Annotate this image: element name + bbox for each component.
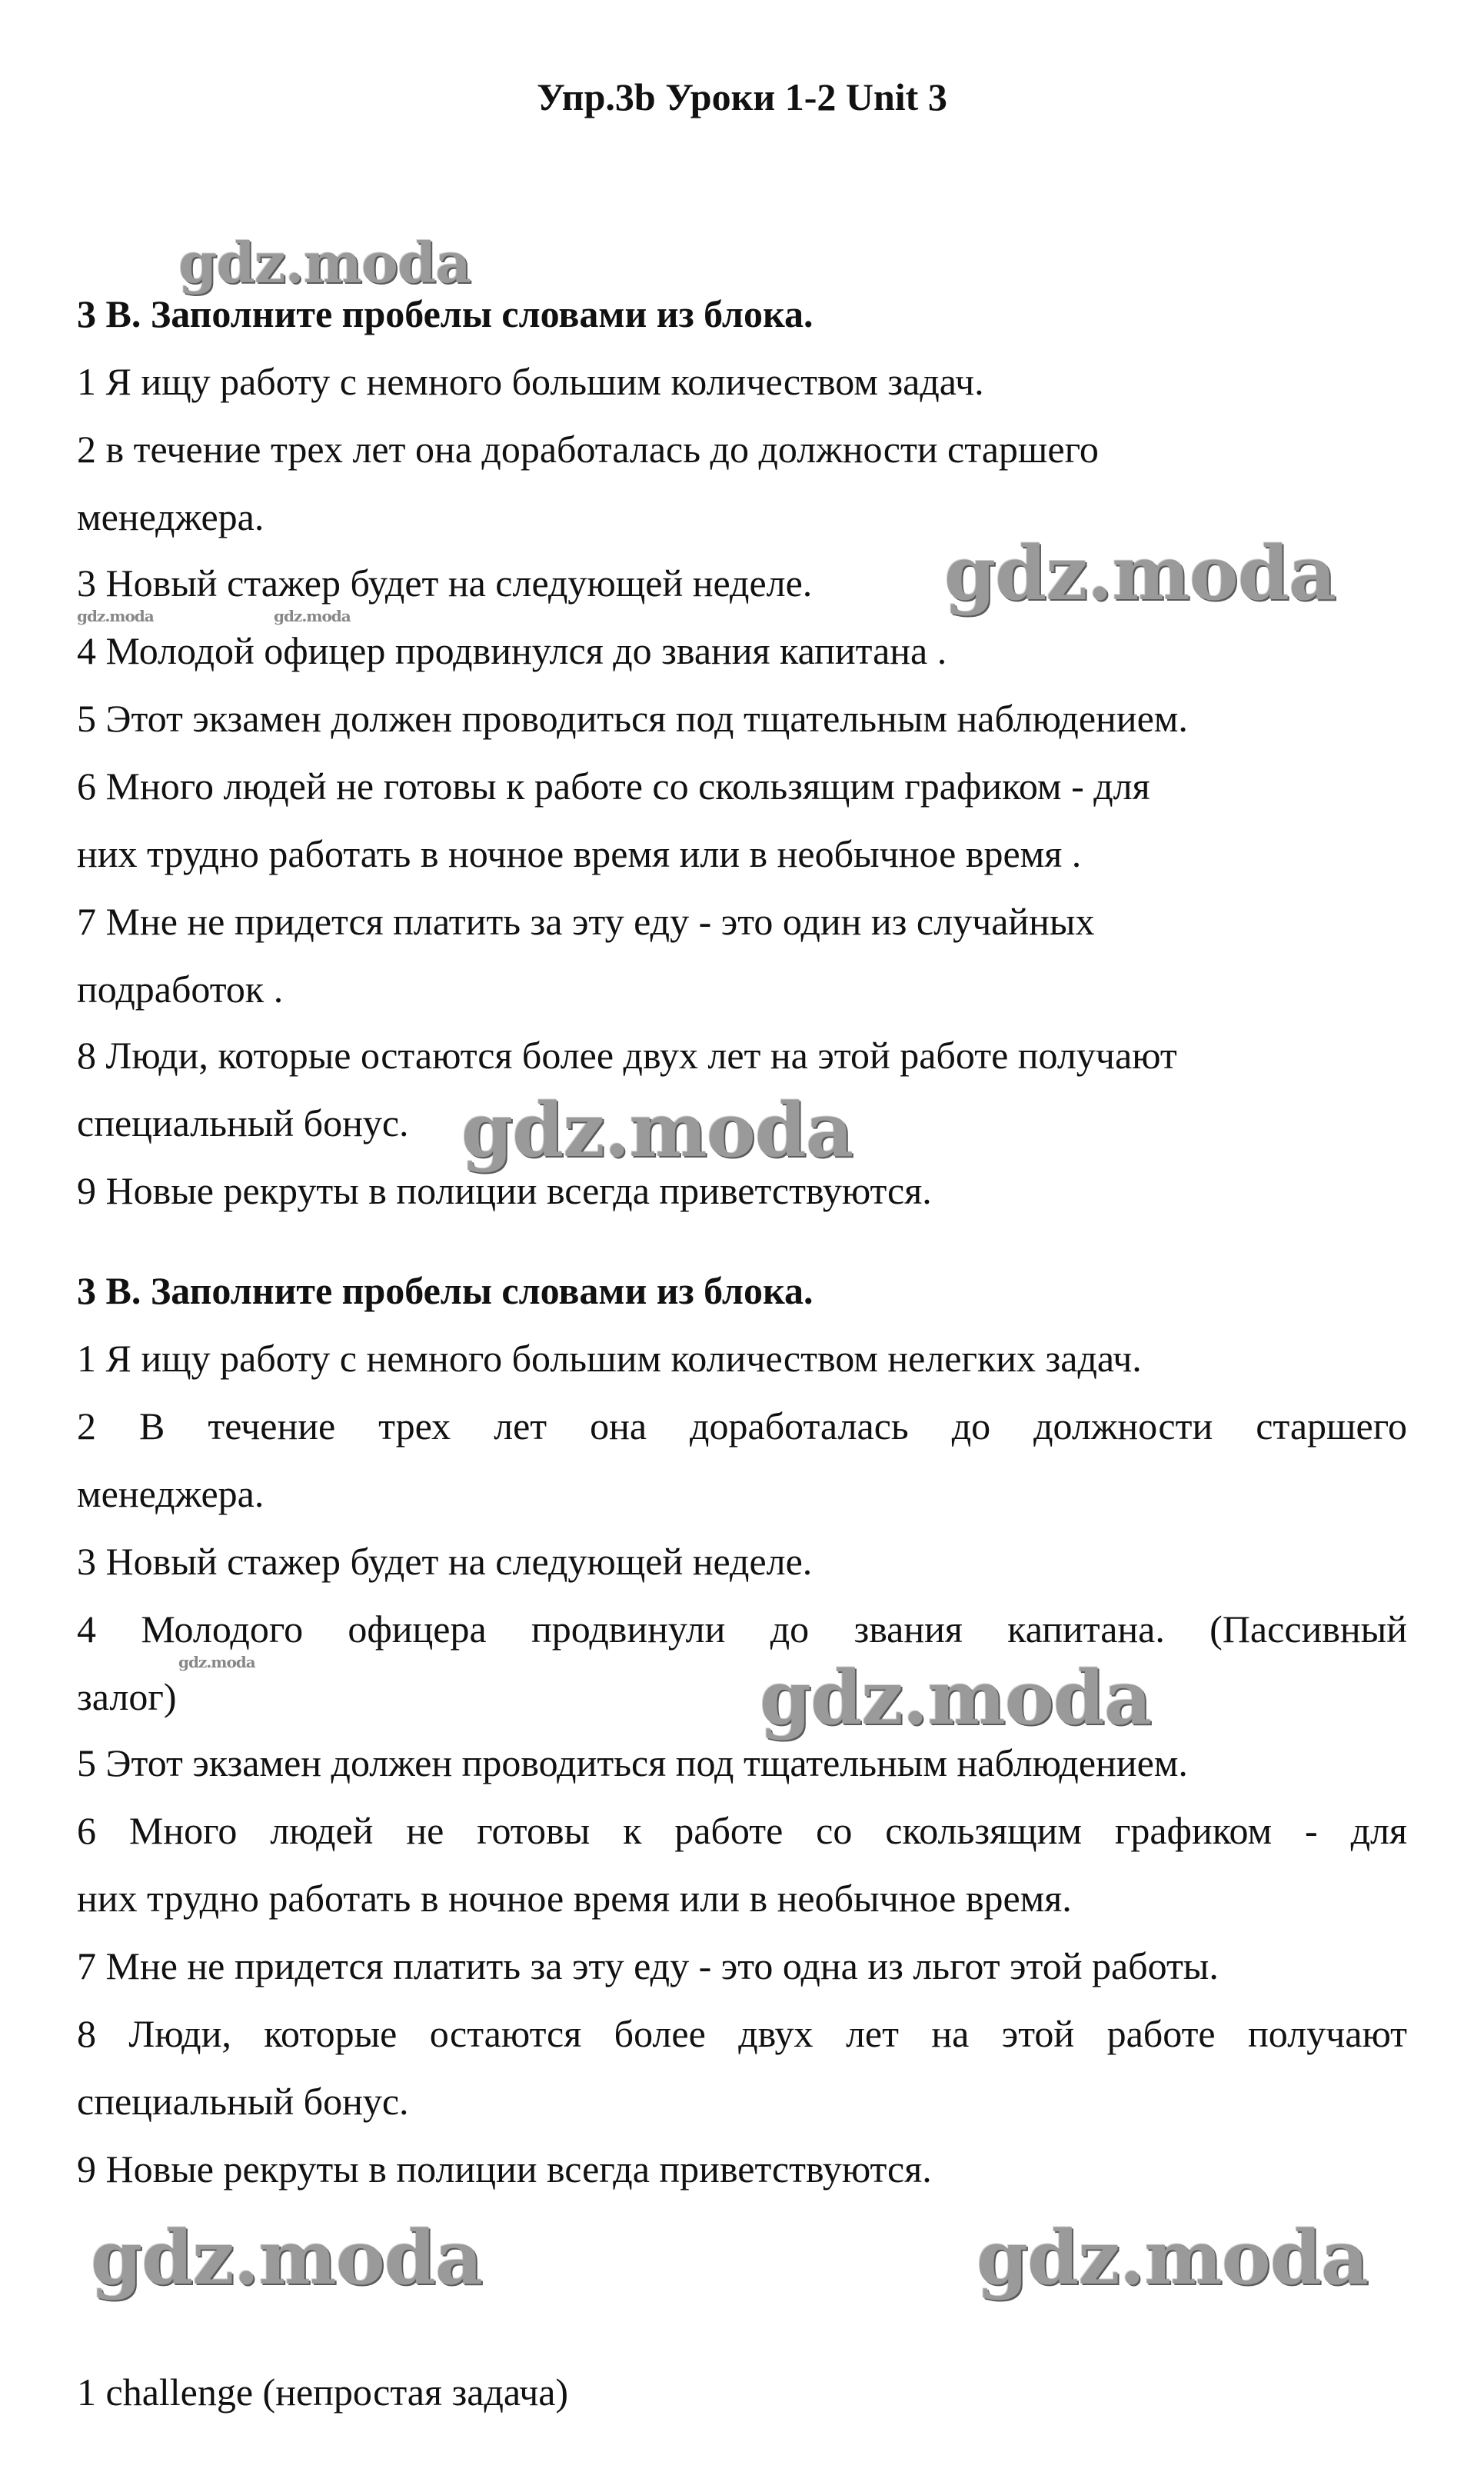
section1-line: менеджера. [77, 495, 265, 538]
section1-line: специальный бонус. [77, 1101, 409, 1144]
watermark-logo: gdz.moda [944, 530, 1336, 617]
section2-line: 8 Люди, которые остаются более двух лет на этой работе получают [77, 2012, 1407, 2055]
page-title: Упр.3b Уроки 1-2 Unit 3 [537, 75, 947, 118]
watermark-logo: gdz.moda [91, 2214, 483, 2301]
watermark-small: gdz.moda [178, 1653, 255, 1671]
watermark-logo: gdz.moda [461, 1087, 853, 1174]
watermark-logo: gdz.moda [760, 1654, 1152, 1741]
watermark-logo: gdz.moda [977, 2214, 1369, 2301]
section1-line: 4 Молодой офицер продвинулся до звания капитана . [77, 629, 947, 672]
section2-line: 5 Этот экзамен должен проводиться под тщательным наблюдением. [77, 1741, 1188, 1784]
section1-line: 2 в течение трех лет она доработалась до должности старшего [77, 428, 1099, 471]
section2-heading: 3 B. Заполните пробелы словами из блока. [77, 1269, 814, 1312]
section2-line: 6 Много людей не готовы к работе со скользящим графиком - для [77, 1809, 1407, 1852]
watermark-small: gdz.moda [274, 607, 351, 625]
section2-line: 9 Новые рекруты в полиции всегда приветствуются. [77, 2147, 932, 2190]
section1-line: 5 Этот экзамен должен проводиться под тщательным наблюдением. [77, 697, 1188, 740]
section1-heading: 3 B. Заполните пробелы словами из блока. [77, 292, 814, 335]
section2-line: специальный бонус. [77, 2080, 409, 2123]
section2-line: менеджера. [77, 1472, 265, 1515]
section1-line: 8 Люди, которые остаются более двух лет на этой работе получают [77, 1034, 1177, 1077]
section2-line: них трудно работать в ночное время или в необычное время. [77, 1877, 1072, 1920]
section2-line: 3 Новый стажер будет на следующей неделе. [77, 1540, 813, 1583]
section2-line: 2 В течение трех лет она доработалась до должности старшего [77, 1404, 1407, 1448]
watermark-logo: gdz.moda [178, 230, 471, 295]
watermark-small: gdz.moda [77, 607, 154, 625]
section1-line: 1 Я ищу работу с немного большим количеством задач. [77, 360, 984, 403]
section2-line: 1 Я ищу работу с немного большим количеством нелегких задач. [77, 1337, 1142, 1380]
section2-line: 7 Мне не придется платить за эту еду - это одна из льгот этой работы. [77, 1944, 1219, 1987]
section1-line: подработок . [77, 968, 284, 1011]
section1-line: 7 Мне не придется платить за эту еду - это один из случайных [77, 900, 1095, 943]
section1-line: 6 Много людей не готовы к работе со скользящим графиком - для [77, 765, 1150, 808]
section2-line: залог) [77, 1675, 177, 1718]
section1-line: 9 Новые рекруты в полиции всегда приветствуются. [77, 1169, 932, 1212]
vocabulary-line: 1 challenge (непростая задача) [77, 2370, 569, 2414]
section1-line: них трудно работать в ночное время или в необычное время . [77, 832, 1082, 875]
section1-line: 3 Новый стажер будет на следующей неделе. [77, 561, 813, 605]
section2-line: 4 Молодого офицера продвинули до звания капитана. (Пассивный [77, 1607, 1407, 1651]
